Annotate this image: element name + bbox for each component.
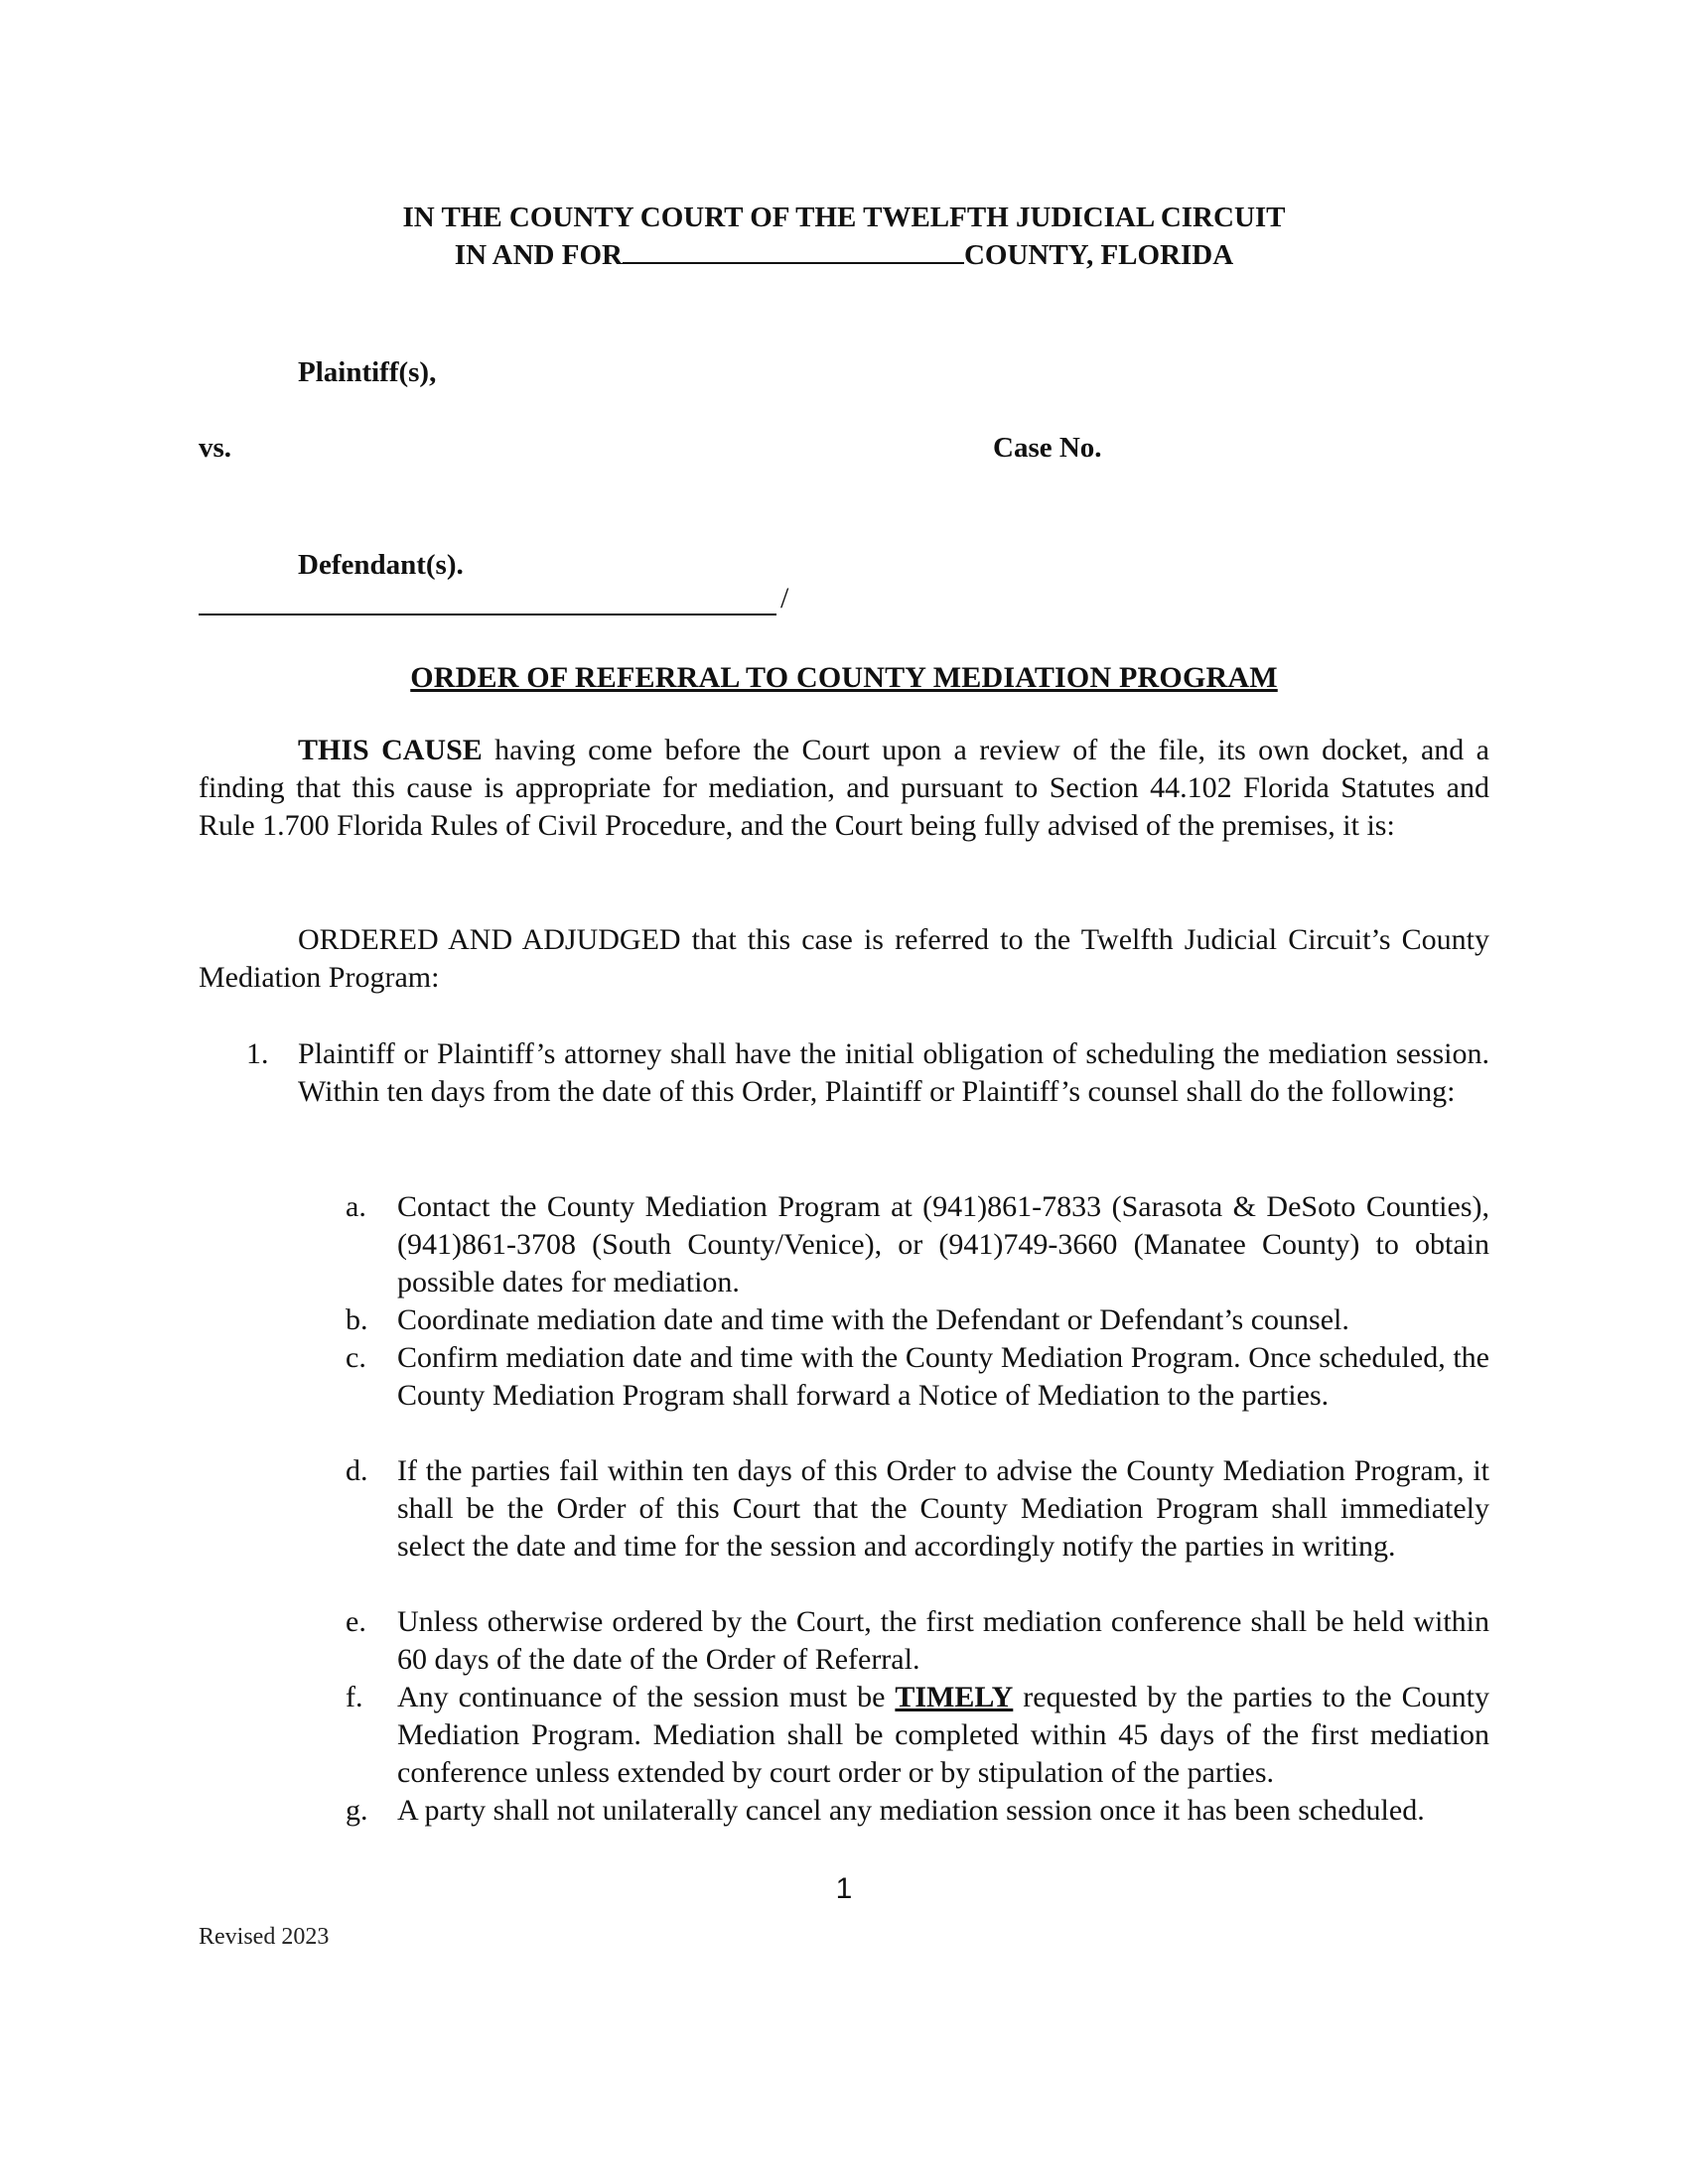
sub-item-f <box>338 1679 1489 1792</box>
sub-item-g <box>338 1792 1489 1830</box>
sub-item-letter: c. <box>346 1341 366 1374</box>
court-caption-line1: IN THE COUNTY COURT OF THE TWELFTH JUDICIAL CIRCUIT <box>402 202 1286 233</box>
list-item-text: Plaintiff or Plaintiff’s attorney shall have the initial obligation of scheduling the mediation session. Within ten days from the date of this Order, Plaintiff or Plaintiff’s counsel shall do the following: <box>298 1037 1489 1108</box>
sub-item-b <box>338 1301 1489 1339</box>
county-blank-line <box>623 236 964 264</box>
case-number-label: Case No. <box>993 432 1102 464</box>
sub-item-a <box>338 1188 1489 1301</box>
sub-item-text-before: Any continuance of the session must be <box>397 1681 896 1713</box>
sub-item-text: A party shall not unilaterally cancel any mediation session once it has been scheduled. <box>397 1794 1425 1827</box>
intro-text: having come before the Court upon a review of the file, its own docket, and a finding that this cause is appropriate for mediation, and pursuant to Section 44.102 Florida Statutes and Rule 1.700 Florida Rules of Civil Procedure, and the Court being fully advised of the premises, it is: <box>199 734 1489 842</box>
timely-emphasis: TIMELY <box>895 1681 1014 1713</box>
sub-item-e <box>338 1603 1489 1679</box>
sub-item-letter: b. <box>346 1303 368 1336</box>
sub-item-letter: g. <box>346 1794 368 1827</box>
sub-item-text: Coordinate mediation date and time with the Defendant or Defendant’s counsel. <box>397 1303 1349 1336</box>
defendant-label: Defendant(s). <box>298 549 464 581</box>
caption-suffix: COUNTY, FLORIDA <box>963 239 1234 271</box>
caption-prefix: IN AND FOR <box>454 239 623 271</box>
court-caption-line2 <box>0 236 1688 274</box>
intro-lead: THIS CAUSE <box>298 734 483 766</box>
sub-item-text: Contact the County Mediation Program at (941)861-7833 (Sarasota & DeSoto Counties), (941)861-3708 (South County/Venice), or (941)749-3660 (Manatee County) to obtain possible dates for mediation. <box>397 1190 1489 1298</box>
sub-item-letter: d. <box>346 1454 368 1487</box>
page-number: 1 <box>835 1872 853 1905</box>
versus-label: vs. <box>199 432 232 464</box>
revision-footer: Revised 2023 <box>199 1924 330 1950</box>
sub-item-text <box>397 1679 1489 1792</box>
sub-item-letter: e. <box>346 1605 366 1638</box>
caption-slash: / <box>780 582 789 614</box>
sub-item-text: Unless otherwise ordered by the Court, the first mediation conference shall be held within 60 days of the date of the Order of Referral. <box>397 1605 1489 1676</box>
list-item <box>199 1035 1489 1111</box>
caption-divider-line <box>199 614 776 615</box>
sub-item-text-after: requested by the parties to the County Mediation Program. Mediation shall be completed within 45 days of the first mediation conference unless extended by court order or by stipulation of the parties. <box>397 1681 1489 1789</box>
sub-item-text: Confirm mediation date and time with the County Mediation Program. Once scheduled, the County Mediation Program shall forward a Notice of Mediation to the parties. <box>397 1341 1489 1412</box>
intro-paragraph <box>199 732 1489 845</box>
list-item-number: 1. <box>246 1037 269 1070</box>
ordered-paragraph: ORDERED AND ADJUDGED that this case is referred to the Twelfth Judicial Circuit’s County Mediation Program: <box>199 923 1489 994</box>
sub-item-letter: a. <box>346 1190 366 1223</box>
sub-item-d <box>338 1452 1489 1566</box>
plaintiff-label: Plaintiff(s), <box>298 356 437 388</box>
document-title: ORDER OF REFERRAL TO COUNTY MEDIATION PROGRAM <box>410 661 1278 694</box>
sub-item-c <box>338 1339 1489 1415</box>
sub-item-letter: f. <box>346 1681 363 1713</box>
sub-item-text: If the parties fail within ten days of this Order to advise the County Mediation Program, it shall be the Order of this Court that the County Mediation Program shall immediately select the date and time for the session and accordingly notify the parties in writing. <box>397 1454 1489 1563</box>
